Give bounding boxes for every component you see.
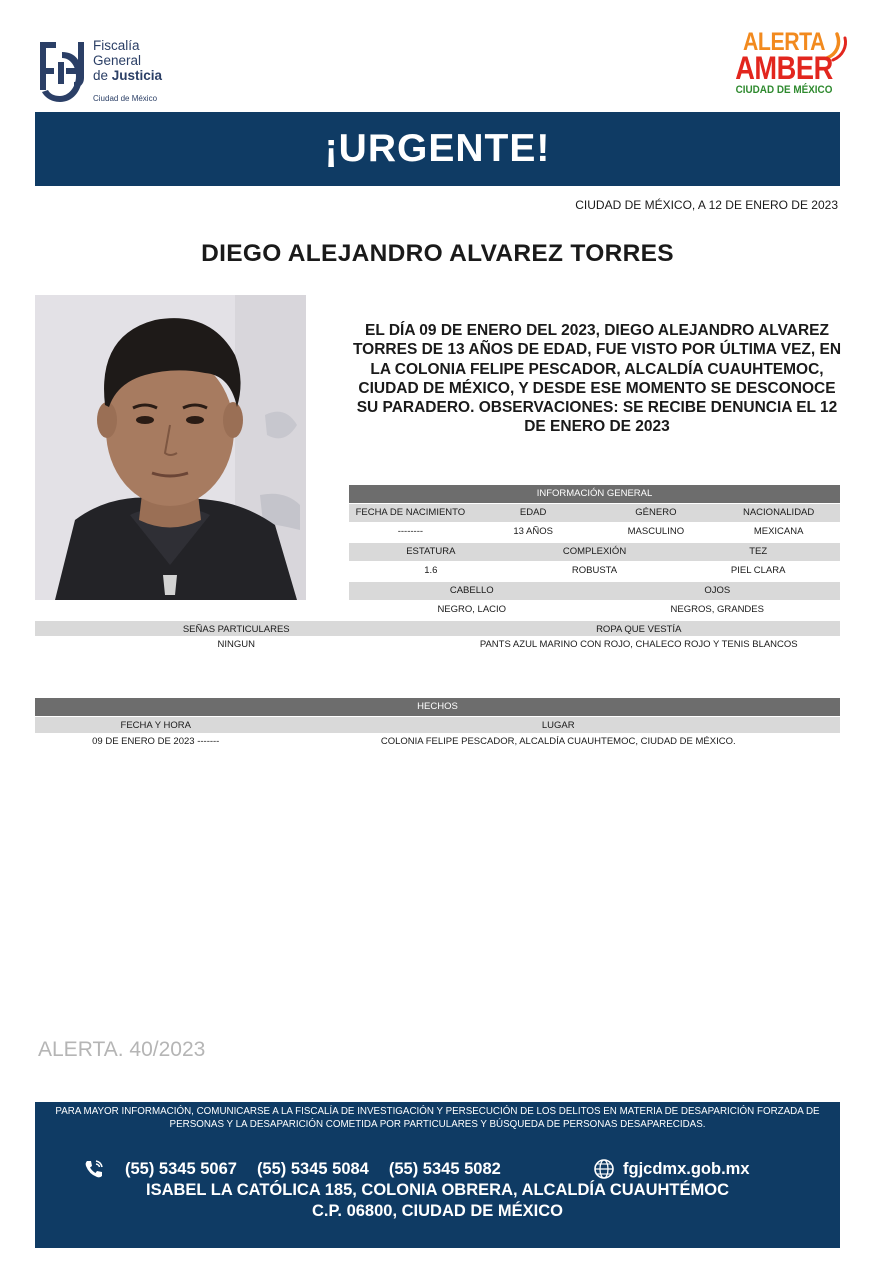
value-hair: NEGRO, LACIO <box>437 604 507 615</box>
phone-3[interactable]: (55) 5345 5082 <box>388 1159 501 1178</box>
header-marks: SEÑAS PARTICULARES <box>182 624 290 635</box>
value-place: COLONIA FELIPE PESCADOR, ALCALDÍA CUAUHTEMOC, CIUDAD DE MÉXICO. <box>380 736 736 747</box>
fgj-line3-bold: Justicia <box>111 68 163 83</box>
value-gender: MASCULINO <box>627 526 685 537</box>
address <box>35 1180 840 1222</box>
header-eyes: OJOS <box>704 585 731 596</box>
value-marks: NINGUN <box>217 639 255 650</box>
value-complexion: PIEL CLARA <box>730 565 786 576</box>
value-age: 13 AÑOS <box>513 526 553 537</box>
fgj-line3 <box>93 68 162 83</box>
header-hair: CABELLO <box>449 585 494 596</box>
value-datetime: 09 DE ENERO DE 2023 ------- <box>92 736 220 747</box>
value-clothing: PANTS AZUL MARINO CON ROJO, CHALECO ROJO Y TENIS BLANCOS <box>479 639 798 650</box>
value-height: 1.6 <box>424 565 438 576</box>
amber-alert-logo <box>725 30 843 110</box>
amber-line2: AMBER <box>735 50 833 86</box>
value-eyes: NEGROS, GRANDES <box>670 604 764 615</box>
alert-number: ALERTA. 40/2023 <box>38 1038 206 1061</box>
value-build: ROBUSTA <box>571 565 618 576</box>
info-row1-values <box>349 523 840 541</box>
website <box>593 1158 750 1180</box>
fgj-logo <box>36 36 176 108</box>
info-row3-values <box>349 601 840 619</box>
address-line2: C.P. 06800, CIUDAD DE MÉXICO <box>312 1202 563 1220</box>
globe-icon <box>593 1158 615 1180</box>
address-line1: ISABEL LA CATÓLICA 185, COLONIA OBRERA, ALCALDÍA CUAUHTÉMOC <box>145 1181 729 1199</box>
info-row3-headers <box>349 582 840 600</box>
portrait-illustration <box>35 295 306 600</box>
phone-icon <box>83 1158 105 1180</box>
info-row1-headers <box>349 504 840 522</box>
header-nationality: NACIONALIDAD <box>742 507 815 518</box>
hechos-values <box>35 733 840 751</box>
info-title-row <box>349 485 840 503</box>
person-photo <box>35 295 306 600</box>
value-birthdate: -------- <box>397 526 424 537</box>
website-link[interactable]: fgjcdmx.gob.mx <box>623 1159 750 1178</box>
fgj-subtitle: Ciudad de México <box>93 94 158 103</box>
phone-1[interactable]: (55) 5345 5067 <box>125 1159 237 1178</box>
info-row4-values <box>35 636 840 654</box>
fgj-line3-prefix: de <box>93 68 112 83</box>
person-name: DIEGO ALEJANDRO ALVAREZ TORRES <box>201 240 674 267</box>
header-complexion: TEZ <box>749 546 768 557</box>
hechos-title-row <box>35 698 840 716</box>
header-datetime: FECHA Y HORA <box>120 720 191 731</box>
fgj-wordmark <box>93 38 162 83</box>
footer-info: PARA MAYOR INFORMACIÓN, COMUNICARSE A LA FISCALÍA DE INVESTIGACIÓN Y PERSECUCIÓN DE LOS DELITOS EN MATERIA DE DESAPARICIÓN FORZADA DE PERSONAS Y LA DESAPARICIÓN COMETIDA POR PARTICULARES Y BÚSQUEDA DE PERSONAS DESAPARECIDAS. <box>55 1106 820 1130</box>
amber-line3: CIUDAD DE MÉXICO <box>735 84 833 96</box>
fgj-line2: General <box>93 53 142 68</box>
amber-line1: ALERTA <box>742 28 826 56</box>
header-place: LUGAR <box>541 720 575 731</box>
hechos-title: HECHOS <box>417 701 458 712</box>
header-age: EDAD <box>519 507 547 518</box>
header-build: COMPLEXIÓN <box>562 546 627 557</box>
phone-list <box>83 1158 501 1180</box>
info-row2-headers <box>349 543 840 561</box>
fgj-line1: Fiscalía <box>93 38 140 53</box>
phone-2[interactable]: (55) 5345 5084 <box>256 1159 369 1178</box>
fgj-emblem-icon <box>36 38 88 106</box>
header-clothing: ROPA QUE VESTÍA <box>596 624 682 635</box>
value-nationality: MEXICANA <box>753 526 804 537</box>
info-title: INFORMACIÓN GENERAL <box>536 488 653 499</box>
urgent-banner: ¡URGENTE! <box>35 112 840 186</box>
date-line: CIUDAD DE MÉXICO, A 12 DE ENERO DE 2023 <box>575 198 838 212</box>
header-gender: GÉNERO <box>635 507 677 518</box>
header-birthdate: FECHA DE NACIMIENTO <box>355 507 466 518</box>
case-narrative: EL DÍA 09 DE ENERO DEL 2023, DIEGO ALEJANDRO ALVAREZ TORRES DE 13 AÑOS DE EDAD, FUE VISTO POR ÚLTIMA VEZ, EN LA COLONIA FELIPE PESCADOR, ALCALDÍA CUAUHTEMOC, CIUDAD DE MÉXICO, Y DESDE ESE MOMENTO SE DESCONOCE SU PARADERO. OBSERVACIONES: SE RECIBE DENUNCIA EL 12 DE ENERO DE 2023 <box>352 322 842 436</box>
info-row2-values <box>349 562 840 580</box>
header-height: ESTATURA <box>406 546 456 557</box>
footer <box>35 1102 840 1248</box>
